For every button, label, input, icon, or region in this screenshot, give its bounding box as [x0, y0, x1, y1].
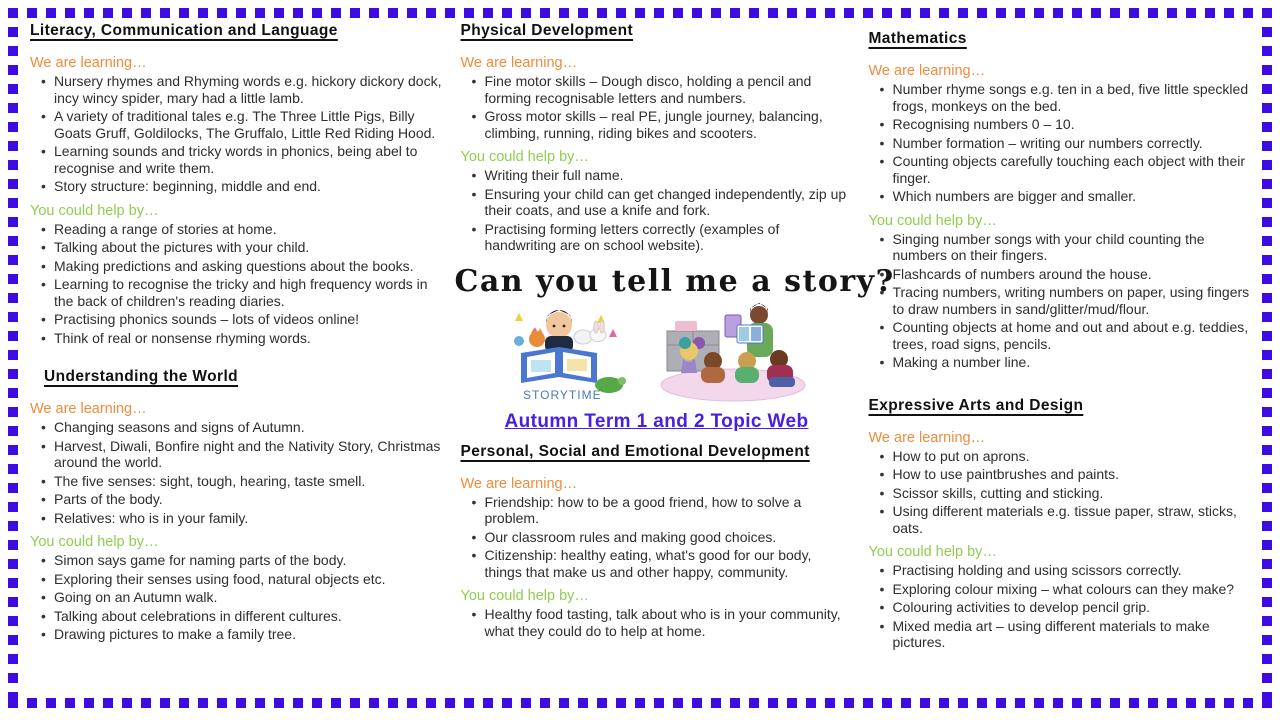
list-item: • Harvest, Diwali, Bonfire night and the Nativity Story, Christmas around the world.	[54, 438, 444, 471]
child-body	[735, 367, 759, 383]
list-item: • Ensuring your child can get changed independently, zip up their coats, and use a knife and fork.	[484, 186, 852, 219]
we-are-learning-label: We are learning…	[30, 401, 147, 418]
list-item: • Colouring activities to develop pencil grip.	[892, 599, 1254, 616]
list-item: • Going on an Autumn walk.	[54, 589, 444, 606]
list-item: • Practising holding and using scissors correctly.	[892, 562, 1254, 579]
section-heading-pse: Personal, Social and Emotional Development	[460, 442, 810, 460]
list-item: • Making predictions and asking questions about the books.	[54, 258, 444, 275]
section-understanding-the-world	[30, 368, 444, 649]
section-expressive-arts	[868, 397, 1254, 657]
rabbit-ear	[600, 321, 605, 333]
child-body	[701, 367, 725, 383]
columns	[30, 22, 1254, 702]
understanding-learning-list	[30, 419, 444, 526]
page-picture	[567, 359, 587, 371]
maths-learning-list	[868, 81, 1254, 205]
list-item: • Writing their full name.	[484, 167, 852, 184]
list-item: • Making a number line.	[892, 354, 1254, 371]
storytime-caption: STORYTIME	[523, 387, 603, 402]
arts-help-list	[868, 562, 1254, 651]
section-mathematics	[868, 30, 1254, 377]
classroom-reading-clipart	[655, 303, 811, 403]
list-item: • Counting objects carefully touching each object with their finger.	[892, 153, 1254, 186]
list-item: • Reading a range of stories at home.	[54, 221, 444, 238]
list-item: • Story structure: beginning, middle and end.	[54, 178, 444, 195]
section-heading-literacy: Literacy, Communication and Language	[30, 22, 338, 39]
list-item: • Practising phonics sounds – lots of videos online!	[54, 311, 444, 328]
storybook-page	[751, 327, 761, 341]
list-item: • How to use paintbrushes and paints.	[892, 466, 1254, 483]
arts-learning-list	[868, 448, 1254, 537]
teacher-head	[750, 306, 768, 324]
column-left	[30, 22, 444, 702]
we-are-learning-label: We are learning…	[460, 55, 578, 71]
cat-ear	[538, 328, 543, 334]
rabbit	[574, 330, 592, 344]
literacy-help-list	[30, 221, 444, 347]
storybook-page	[739, 327, 749, 341]
we-are-learning-label: We are learning…	[460, 475, 578, 492]
you-could-help-label: You could help by…	[868, 212, 997, 229]
column-middle	[454, 22, 895, 702]
list-item: • Simon says game for naming parts of the body.	[54, 552, 444, 569]
list-item: • Which numbers are bigger and smaller.	[892, 188, 1254, 205]
you-could-help-label: You could help by…	[30, 534, 159, 551]
section-physical-development	[460, 22, 852, 260]
boy-eye	[563, 324, 566, 327]
list-item: • Fine motor skills – Dough disco, holding a pencil and forming recognisable letters and numbers.	[484, 73, 852, 106]
list-item: • How to put on aprons.	[892, 448, 1254, 465]
star-icon	[515, 313, 523, 321]
clipart-row	[460, 303, 852, 403]
list-item: • Parts of the body.	[54, 491, 444, 508]
list-item: • Tracing numbers, writing numbers on paper, using fingers to draw numbers in sand/glitter/mud/flour.	[892, 284, 1254, 317]
list-item: • The five senses: sight, tough, hearing, taste smell.	[54, 473, 444, 490]
boy-eye	[553, 324, 556, 327]
understanding-help-list	[30, 552, 444, 643]
physical-help-list	[460, 167, 852, 254]
list-item: • Talking about the pictures with your child.	[54, 239, 444, 256]
list-item: • Healthy food tasting, talk about who is in your community, what they could do to help at home.	[484, 606, 852, 639]
storytime-clipart	[501, 303, 629, 403]
list-item: • Talking about celebrations in different cultures.	[54, 608, 444, 625]
list-item: • Learning to recognise the tricky and high frequency words in the back of children's reading diaries.	[54, 276, 444, 309]
list-item: • Using different materials e.g. tissue paper, straw, sticks, oats.	[892, 503, 1254, 536]
list-item: • Exploring their senses using food, natural objects etc.	[54, 571, 444, 588]
list-item: • Think of real or nonsense rhyming words.	[54, 330, 444, 347]
list-item: • Changing seasons and signs of Autumn.	[54, 419, 444, 436]
list-item: • Our classroom rules and making good choices.	[484, 529, 852, 546]
you-could-help-label: You could help by…	[460, 588, 589, 605]
list-item: • Relatives: who is in your family.	[54, 510, 444, 527]
list-item: • Nursery rhymes and Rhyming words e.g. hickory dickory dock, incy wincy spider, mary had a little lamb.	[54, 73, 444, 106]
you-could-help-label: You could help by…	[868, 544, 997, 561]
you-could-help-label: You could help by…	[30, 202, 159, 219]
boy-face	[546, 312, 572, 338]
list-item: • Gross motor skills – real PE, jungle journey, balancing, climbing, running, riding bikes and scooters.	[484, 108, 852, 141]
section-heading-understanding: Understanding the World	[44, 368, 239, 386]
list-item: • A variety of traditional tales e.g. The Three Little Pigs, Billy Goats Gruff, Goldilocks, The Gruffalo, Little Red Riding Hood.	[54, 108, 444, 141]
section-heading-maths: Mathematics	[868, 30, 967, 47]
border-top	[8, 8, 1272, 18]
section-heading-physical: Physical Development	[460, 22, 634, 39]
section-literacy	[30, 22, 444, 352]
list-item: • Number formation – writing our numbers correctly.	[892, 135, 1254, 152]
pse-learning-list	[460, 494, 852, 581]
you-could-help-label: You could help by…	[460, 149, 589, 166]
list-item: • Counting objects at home and out and about e.g. teddies, trees, road signs, pencils.	[892, 319, 1254, 352]
list-item: • Friendship: how to be a good friend, how to solve a problem.	[484, 494, 852, 527]
section-pse-development	[460, 443, 852, 646]
border-left	[8, 8, 18, 708]
we-are-learning-label: We are learning…	[30, 55, 147, 71]
we-are-learning-label: We are learning…	[868, 429, 986, 446]
list-item: • Practising forming letters correctly (examples of handwriting are on school website).	[484, 221, 852, 254]
list-item: • Recognising numbers 0 – 10.	[892, 116, 1254, 133]
child-hat	[679, 337, 691, 349]
list-item: • Flashcards of numbers around the house.	[892, 266, 1254, 283]
pse-help-list	[460, 606, 852, 639]
maths-help-list	[868, 231, 1254, 371]
list-item: • Citizenship: healthy eating, what's good for our body, things that make us and other happy, community.	[484, 547, 852, 580]
physical-learning-list	[460, 73, 852, 141]
decorative-title: Can you tell me a story?	[454, 263, 895, 299]
list-item: • Exploring colour mixing – what colours can they make?	[892, 581, 1254, 598]
section-heading-arts: Expressive Arts and Design	[868, 396, 1084, 414]
column-right	[862, 22, 1254, 702]
tissue-box	[675, 321, 697, 331]
list-item: • Scissor skills, cutting and sticking.	[892, 485, 1254, 502]
topic-web-link[interactable]: Autumn Term 1 and 2 Topic Web	[504, 410, 809, 432]
turtle-head	[618, 377, 626, 385]
list-item: • Learning sounds and tricky words in phonics, being abel to recognise and write them.	[54, 143, 444, 176]
list-item: • Singing number songs with your child counting the numbers on their fingers.	[892, 231, 1254, 264]
we-are-learning-label: We are learning…	[868, 63, 986, 79]
border-right	[1262, 8, 1272, 708]
star-icon	[609, 329, 617, 337]
page-picture	[531, 360, 551, 372]
rabbit-ear	[594, 321, 599, 333]
bird	[514, 336, 524, 346]
list-item: • Drawing pictures to make a family tree.	[54, 626, 444, 643]
literacy-learning-list	[30, 73, 444, 195]
child-legs	[769, 377, 795, 387]
list-item: • Number rhyme songs e.g. ten in a bed, five little speckled frogs, monkeys on the bed.	[892, 81, 1254, 114]
list-item: • Mixed media art – using different materials to make pictures.	[892, 618, 1254, 651]
center-art-block	[454, 263, 895, 433]
